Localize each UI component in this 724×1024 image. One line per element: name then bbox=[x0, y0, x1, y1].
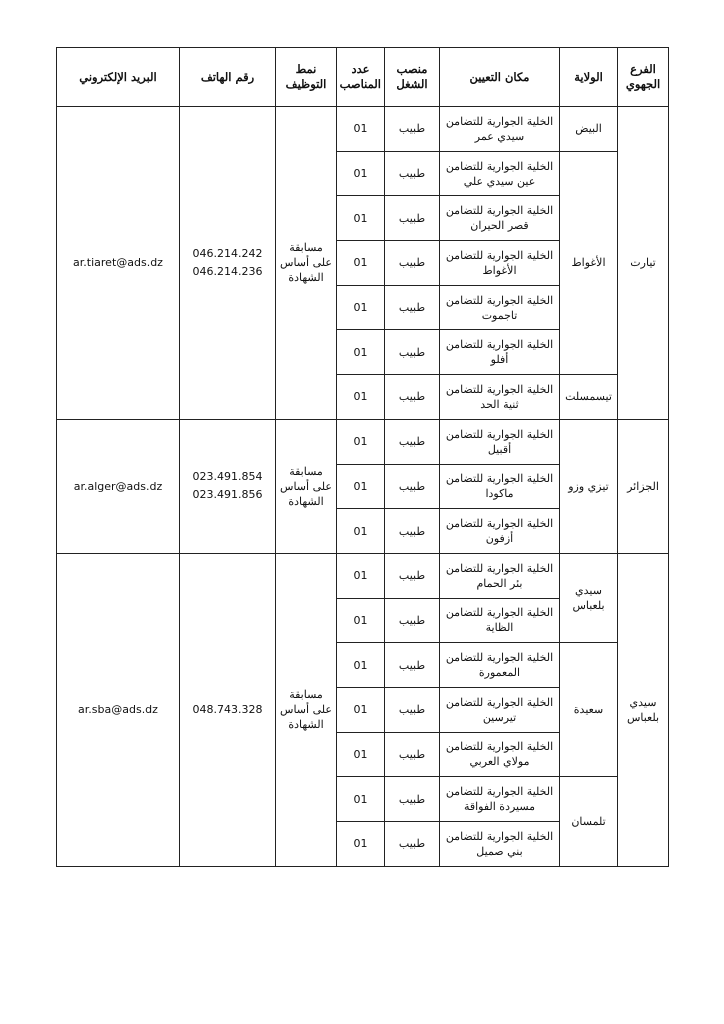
count-cell: 01 bbox=[337, 375, 385, 420]
count-cell: 01 bbox=[337, 151, 385, 196]
post-cell: طبيب bbox=[385, 285, 440, 330]
post-cell: طبيب bbox=[385, 822, 440, 867]
location-cell: الخلية الجوارية للتضامن سيدي عمر bbox=[440, 107, 560, 152]
location-cell: الخلية الجوارية للتضامن قصر الحيران bbox=[440, 196, 560, 241]
wilaya-cell: تيسمسلت bbox=[560, 375, 618, 420]
wilaya-cell: سعيدة bbox=[560, 643, 618, 777]
count-cell: 01 bbox=[337, 732, 385, 777]
location-cell: الخلية الجوارية للتضامن عين سيدي علي bbox=[440, 151, 560, 196]
post-cell: طبيب bbox=[385, 553, 440, 598]
post-cell: طبيب bbox=[385, 643, 440, 688]
mode-cell: مسابقة على أساس الشهادة bbox=[276, 419, 337, 553]
count-cell: 01 bbox=[337, 822, 385, 867]
region-cell: تيارت bbox=[618, 107, 669, 420]
header-email: البريد الإلكتروني bbox=[57, 48, 180, 107]
count-cell: 01 bbox=[337, 241, 385, 286]
post-cell: طبيب bbox=[385, 330, 440, 375]
table-row bbox=[57, 419, 669, 464]
header-wilaya: الولاية bbox=[560, 48, 618, 107]
region-cell: سيدي بلعباس bbox=[618, 553, 669, 866]
header-region: الفرع الجهوي bbox=[618, 48, 669, 107]
location-cell: الخلية الجوارية للتضامن أفلو bbox=[440, 330, 560, 375]
location-cell: الخلية الجوارية للتضامن أقبيل bbox=[440, 419, 560, 464]
phone-number: 023.491.856 bbox=[192, 488, 263, 502]
post-cell: طبيب bbox=[385, 241, 440, 286]
post-cell: طبيب bbox=[385, 375, 440, 420]
post-cell: طبيب bbox=[385, 687, 440, 732]
location-cell: الخلية الجوارية للتضامن المعمورة bbox=[440, 643, 560, 688]
count-cell: 01 bbox=[337, 330, 385, 375]
phone-number: 046.214.242 bbox=[192, 246, 263, 260]
count-cell: 01 bbox=[337, 598, 385, 643]
header-mode: نمط التوظيف bbox=[276, 48, 337, 107]
posts-table bbox=[56, 47, 669, 867]
count-cell: 01 bbox=[337, 196, 385, 241]
post-cell: طبيب bbox=[385, 732, 440, 777]
location-cell: الخلية الجوارية للتضامن بئر الحمام bbox=[440, 553, 560, 598]
post-cell: طبيب bbox=[385, 419, 440, 464]
post-cell: طبيب bbox=[385, 107, 440, 152]
posts-table-sheet bbox=[56, 47, 668, 857]
count-cell: 01 bbox=[337, 285, 385, 330]
count-cell: 01 bbox=[337, 419, 385, 464]
count-cell: 01 bbox=[337, 687, 385, 732]
count-cell: 01 bbox=[337, 777, 385, 822]
post-cell: طبيب bbox=[385, 598, 440, 643]
phone-number: 023.491.854 bbox=[192, 470, 263, 484]
location-cell: الخلية الجوارية للتضامن ماكودا bbox=[440, 464, 560, 509]
location-cell: الخلية الجوارية للتضامن الأغواط bbox=[440, 241, 560, 286]
location-cell: الخلية الجوارية للتضامن ثنية الحد bbox=[440, 375, 560, 420]
location-cell: الخلية الجوارية للتضامن مولاي العربي bbox=[440, 732, 560, 777]
post-cell: طبيب bbox=[385, 777, 440, 822]
phone-cell bbox=[180, 553, 276, 866]
post-cell: طبيب bbox=[385, 464, 440, 509]
count-cell: 01 bbox=[337, 643, 385, 688]
email-cell: ar.alger@ads.dz bbox=[57, 419, 180, 553]
wilaya-cell: تلمسان bbox=[560, 777, 618, 866]
wilaya-cell: البيض bbox=[560, 107, 618, 152]
header-post: منصب الشغل bbox=[385, 48, 440, 107]
wilaya-cell: الأغواط bbox=[560, 151, 618, 374]
header-count: عدد المناصب bbox=[337, 48, 385, 107]
wilaya-cell: تيزي وزو bbox=[560, 419, 618, 553]
table-body bbox=[57, 107, 669, 867]
region-cell: الجزائر bbox=[618, 419, 669, 553]
location-cell: الخلية الجوارية للتضامن تيرسين bbox=[440, 687, 560, 732]
location-cell: الخلية الجوارية للتضامن بني صميل bbox=[440, 822, 560, 867]
header-phone: رقم الهاتف bbox=[180, 48, 276, 107]
count-cell: 01 bbox=[337, 509, 385, 554]
email-cell: ar.sba@ads.dz bbox=[57, 553, 180, 866]
post-cell: طبيب bbox=[385, 151, 440, 196]
header-row bbox=[57, 48, 669, 107]
post-cell: طبيب bbox=[385, 196, 440, 241]
wilaya-cell: سيدي بلعباس bbox=[560, 553, 618, 642]
phone-cell bbox=[180, 107, 276, 420]
mode-cell: مسابقة على أساس الشهادة bbox=[276, 553, 337, 866]
table-row bbox=[57, 107, 669, 152]
phone-number: 046.214.236 bbox=[192, 264, 263, 278]
phone-cell bbox=[180, 419, 276, 553]
mode-cell: مسابقة على أساس الشهادة bbox=[276, 107, 337, 420]
header-location: مكان التعيين bbox=[440, 48, 560, 107]
count-cell: 01 bbox=[337, 553, 385, 598]
count-cell: 01 bbox=[337, 464, 385, 509]
post-cell: طبيب bbox=[385, 509, 440, 554]
phone-number: 048.743.328 bbox=[192, 702, 263, 716]
location-cell: الخلية الجوارية للتضامن أزفون bbox=[440, 509, 560, 554]
email-cell: ar.tiaret@ads.dz bbox=[57, 107, 180, 420]
location-cell: الخلية الجوارية للتضامن تاجموت bbox=[440, 285, 560, 330]
location-cell: الخلية الجوارية للتضامن الظاية bbox=[440, 598, 560, 643]
location-cell: الخلية الجوارية للتضامن مسيردة الفواقة bbox=[440, 777, 560, 822]
table-row bbox=[57, 553, 669, 598]
count-cell: 01 bbox=[337, 107, 385, 152]
